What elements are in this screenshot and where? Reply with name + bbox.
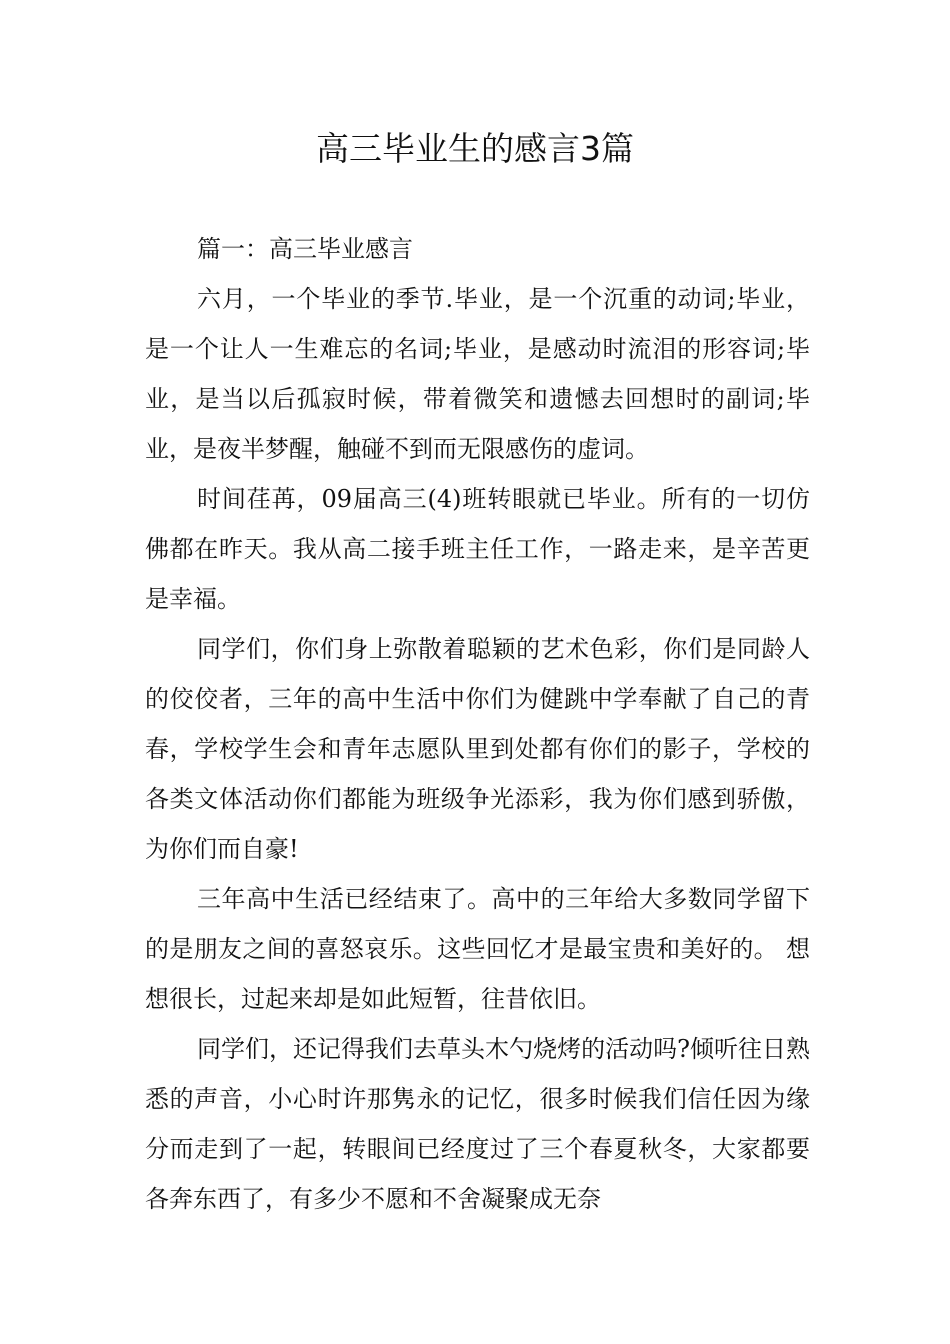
document-body: [145, 224, 810, 1224]
document-title: 高三毕业生的感言3篇: [316, 129, 634, 168]
paragraph: 三年高中生活已经结束了。高中的三年给大多数同学留下的是朋友之间的喜怒哀乐。这些回忆才是最宝贵和美好的。 想想很长，过起来却是如此短暂，往昔依旧。: [145, 885, 810, 1013]
section-heading: 篇一：高三毕业感言: [197, 235, 413, 263]
paragraph: 同学们，还记得我们去草头木勺烧烤的活动吗?倾听往日熟悉的声音，小心时许那隽永的记忆，很多时候我们信任因为缘分而走到了一起，转眼间已经度过了三个春夏秋冬，大家都要各奔东西了，有多少不愿和不舍凝聚成无奈: [145, 1035, 810, 1213]
paragraph: 同学们，你们身上弥散着聪颖的艺术色彩，你们是同龄人的佼佼者，三年的高中生活中你们为健跳中学奉献了自己的青春，学校学生会和青年志愿队里到处都有你们的影子，学校的各类文体活动你们都能为班级争光添彩，我为你们感到骄傲，为你们而自豪!: [145, 635, 810, 863]
paragraph: 时间荏苒，09届高三(4)班转眼就已毕业。所有的一切仿佛都在昨天。我从高二接手班主任工作，一路走来，是辛苦更是幸福。: [145, 485, 810, 613]
paragraph: 六月，一个毕业的季节.毕业，是一个沉重的动词;毕业，是一个让人一生难忘的名词;毕业，是感动时流泪的形容词;毕业，是当以后孤寂时候，带着微笑和遗憾去回想时的副词;毕业，是夜半梦醒，触碰不到而无限感伤的虚词。: [145, 285, 810, 463]
